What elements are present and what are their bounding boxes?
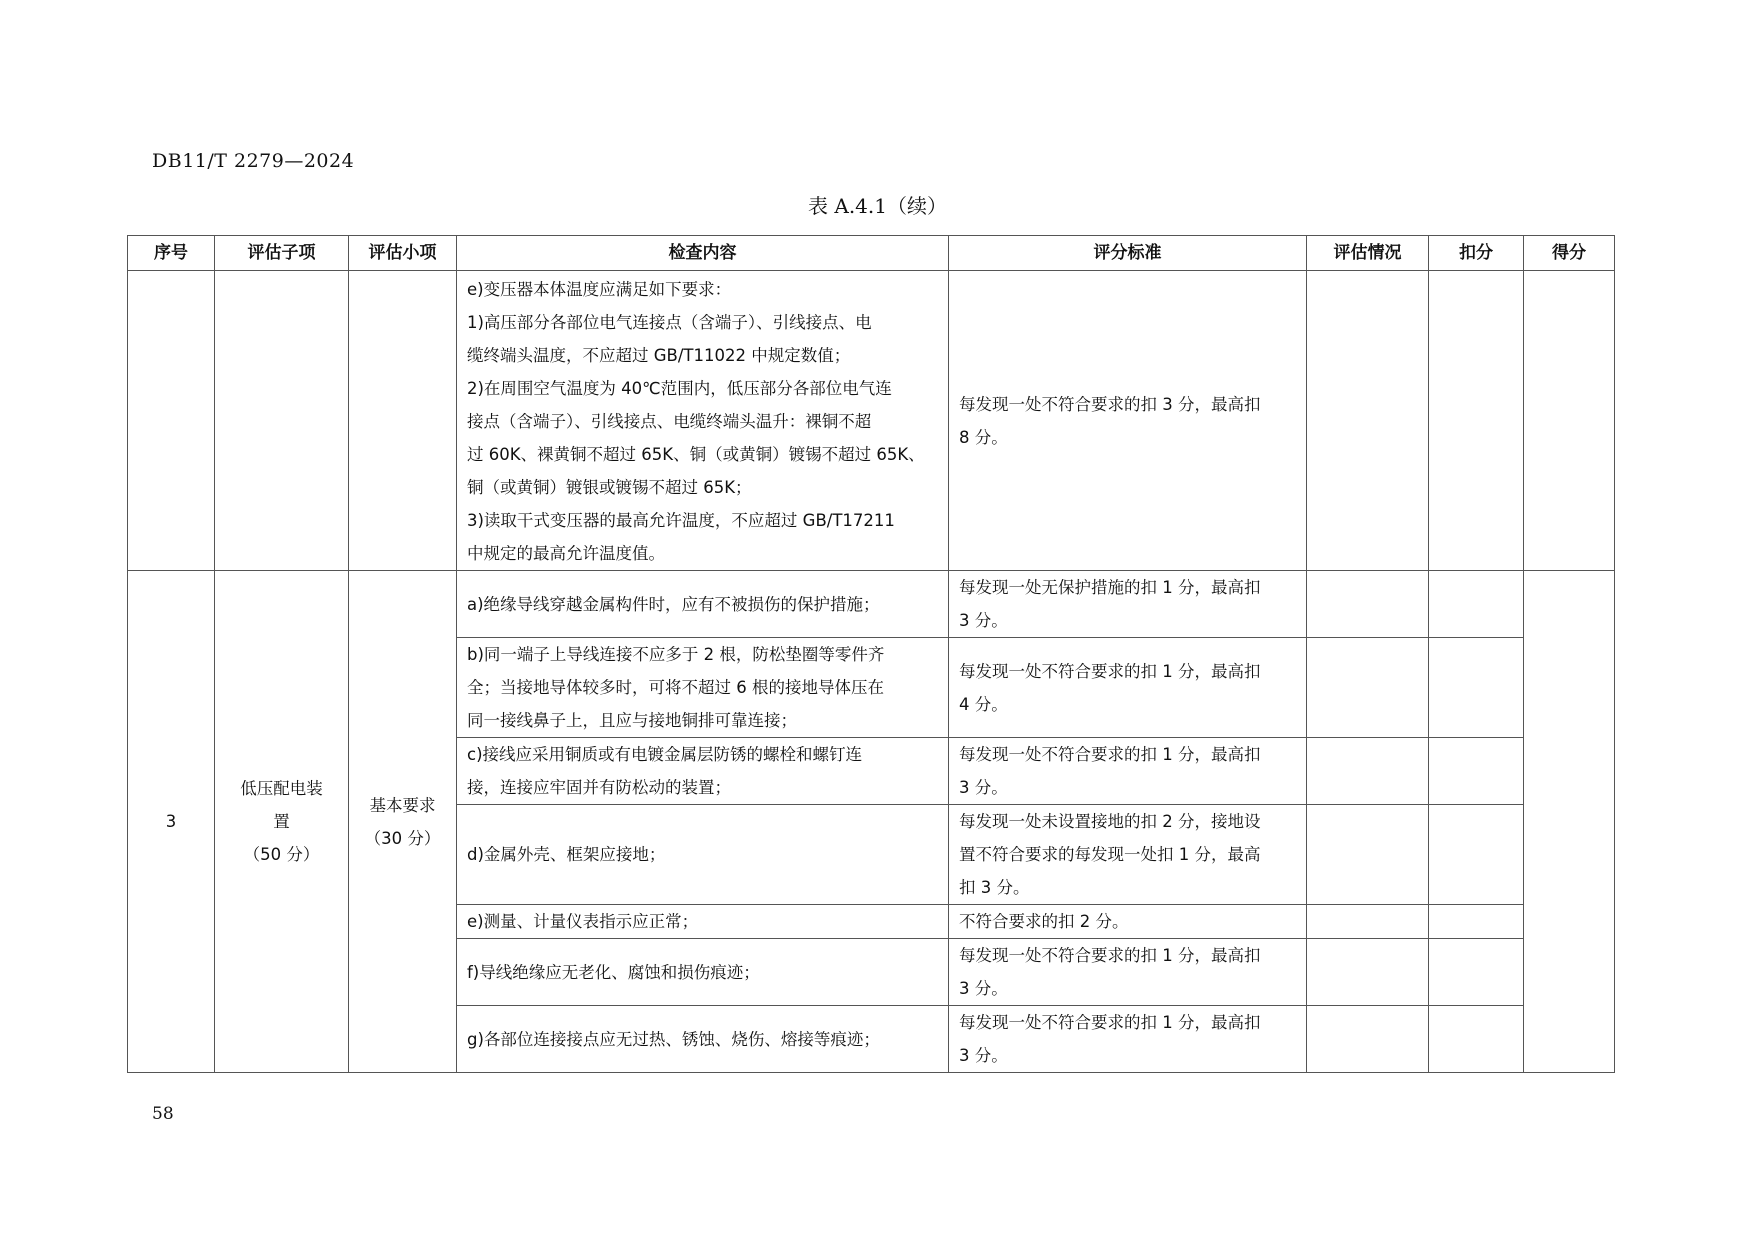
content-line: 1)高压部分各部位电气连接点（含端子）、引线接点、电 [467, 313, 872, 332]
col-header-minor-item: 评估小项 [349, 236, 457, 271]
status-cell [1307, 738, 1429, 805]
sub-item-line: 置 [273, 812, 290, 831]
deduction-cell [1429, 738, 1524, 805]
content-cell [457, 939, 949, 1006]
criteria-line: 3 分。 [959, 611, 1008, 630]
criteria-cell [949, 271, 1307, 571]
criteria-cell [949, 905, 1307, 939]
criteria-line: 8 分。 [959, 427, 1008, 447]
score-cell [1524, 571, 1615, 1073]
deduction-cell [1429, 271, 1524, 571]
content-line: 2)在周围空气温度为 40℃范围内，低压部分各部位电气连 [467, 379, 892, 398]
criteria-cell [949, 939, 1307, 1006]
criteria-line: 不符合要求的扣 2 分。 [959, 912, 1129, 931]
table-title: 表 A.4.1（续） [808, 194, 947, 218]
col-header-deduction: 扣分 [1429, 236, 1524, 271]
status-cell [1307, 805, 1429, 905]
table-row [128, 571, 1615, 638]
content-line: d)金属外壳、框架应接地； [467, 845, 666, 864]
col-header-criteria: 评分标准 [949, 236, 1307, 271]
status-cell [1307, 271, 1429, 571]
criteria-line: 每发现一处不符合要求的扣 1 分，最高扣 [959, 661, 1261, 681]
content-line: 铜（或黄铜）镀银或镀锡不超过 65K； [467, 478, 752, 497]
seq-cell: 3 [128, 571, 215, 1073]
criteria-line: 每发现一处不符合要求的扣 1 分，最高扣 [959, 946, 1261, 965]
deduction-cell [1429, 905, 1524, 939]
col-header-status: 评估情况 [1307, 236, 1429, 271]
content-cell [457, 638, 949, 738]
criteria-line: 扣 3 分。 [959, 878, 1030, 897]
criteria-line: 每发现一处不符合要求的扣 1 分，最高扣 [959, 1013, 1261, 1032]
content-line: e)测量、计量仪表指示应正常； [467, 912, 699, 931]
criteria-cell [949, 1006, 1307, 1073]
criteria-cell [949, 805, 1307, 905]
col-header-seq: 序号 [128, 236, 215, 271]
content-line: 缆终端头温度，不应超过 GB/T11022 中规定数值； [467, 346, 851, 365]
deduction-cell [1429, 1006, 1524, 1073]
criteria-line: 每发现一处不符合要求的扣 1 分，最高扣 [959, 745, 1261, 764]
sub-item-cell [215, 571, 349, 1073]
sub-item-cell [215, 271, 349, 571]
criteria-line: 3 分。 [959, 979, 1008, 998]
minor-item-line: 基本要求 [369, 795, 436, 815]
status-cell [1307, 1006, 1429, 1073]
deduction-cell [1429, 571, 1524, 638]
minor-item-cell [349, 271, 457, 571]
criteria-cell [949, 638, 1307, 738]
score-cell [1524, 271, 1615, 571]
criteria-cell [949, 571, 1307, 638]
table-header-row [128, 236, 1615, 271]
col-header-content: 检查内容 [457, 236, 949, 271]
minor-item-line: （30 分） [364, 828, 441, 848]
status-cell [1307, 939, 1429, 1006]
criteria-line: 每发现一处未设置接地的扣 2 分，接地设 [959, 812, 1261, 831]
document-code: DB11/T 2279—2024 [152, 150, 355, 172]
content-line: 同一接线鼻子上，且应与接地铜排可靠连接； [467, 711, 797, 730]
content-line: 中规定的最高允许温度值。 [467, 544, 665, 563]
content-line: a)绝缘导线穿越金属构件时，应有不被损伤的保护措施； [467, 594, 880, 614]
content-cell [457, 805, 949, 905]
criteria-line: 每发现一处无保护措施的扣 1 分，最高扣 [959, 578, 1261, 597]
content-cell [457, 571, 949, 638]
col-header-score: 得分 [1524, 236, 1615, 271]
criteria-line: 置不符合要求的每发现一处扣 1 分，最高 [959, 845, 1261, 864]
criteria-line: 3 分。 [959, 778, 1008, 797]
table-row [128, 271, 1615, 571]
content-line: 全；当接地导体较多时，可将不超过 6 根的接地导体压在 [467, 678, 884, 697]
seq-cell [128, 271, 215, 571]
content-line: 接点（含端子）、引线接点、电缆终端头温升：裸铜不超 [467, 412, 872, 431]
status-cell [1307, 571, 1429, 638]
content-line: b)同一端子上导线连接不应多于 2 根，防松垫圈等零件齐 [467, 645, 885, 664]
content-line: 过 60K、裸黄铜不超过 65K、铜（或黄铜）镀锡不超过 65K、 [467, 445, 925, 464]
sub-item-line: 低压配电装 [240, 779, 323, 798]
criteria-cell [949, 738, 1307, 805]
sub-item-line: （50 分） [243, 845, 320, 864]
content-line: f)导线绝缘应无老化、腐蚀和损伤痕迹； [467, 962, 760, 982]
content-cell [457, 1006, 949, 1073]
col-header-sub-item: 评估子项 [215, 236, 349, 271]
content-cell [457, 905, 949, 939]
criteria-line: 3 分。 [959, 1046, 1008, 1065]
content-line: g)各部位连接接点应无过热、锈蚀、烧伤、熔接等痕迹； [467, 1029, 880, 1049]
status-cell [1307, 905, 1429, 939]
deduction-cell [1429, 805, 1524, 905]
criteria-line: 每发现一处不符合要求的扣 3 分，最高扣 [959, 394, 1261, 414]
content-line: e)变压器本体温度应满足如下要求： [467, 280, 732, 299]
content-line: 3)读取干式变压器的最高允许温度，不应超过 GB/T17211 [467, 511, 895, 530]
content-cell [457, 271, 949, 571]
minor-item-cell [349, 571, 457, 1073]
criteria-line: 4 分。 [959, 694, 1008, 714]
status-cell [1307, 638, 1429, 738]
content-line: 接，连接应牢固并有防松动的装置； [467, 778, 731, 797]
assessment-table [127, 235, 1615, 1073]
deduction-cell [1429, 638, 1524, 738]
content-cell [457, 738, 949, 805]
deduction-cell [1429, 939, 1524, 1006]
page-number: 58 [152, 1104, 174, 1124]
content-line: c)接线应采用铜质或有电镀金属层防锈的螺栓和螺钉连 [467, 745, 863, 764]
